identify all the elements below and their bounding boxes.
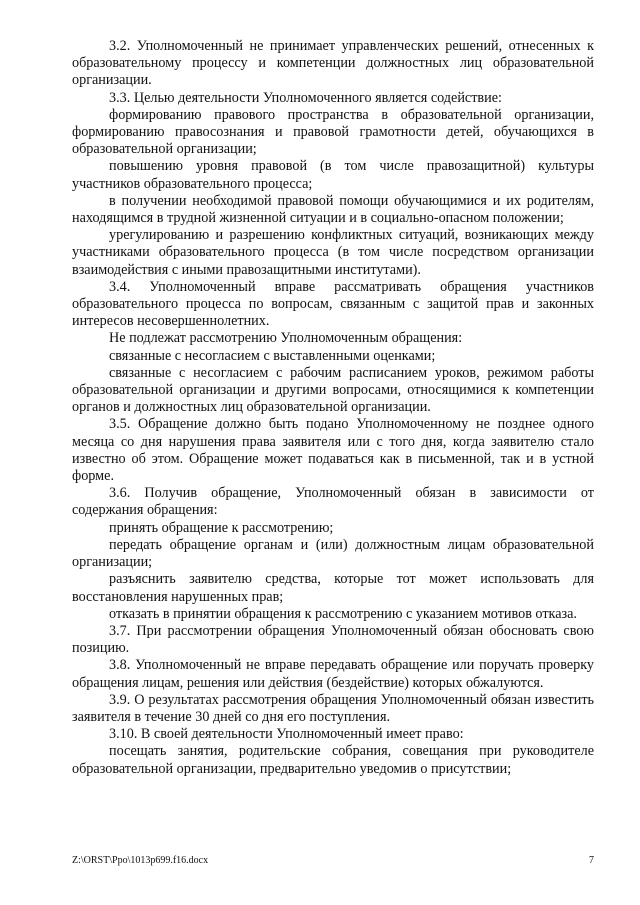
paragraph-3-10: 3.10. В своей деятельности Уполномоченный имеет право: bbox=[109, 726, 464, 743]
paragraph-3-6: 3.6. Получив обращение, Уполномоченный обязан в зависимости от содержания обращения: bbox=[72, 485, 594, 519]
list-item: связанные с несогласием с выставленными оценками; bbox=[109, 347, 436, 364]
list-item: урегулированию и разрешению конфликтных ситуаций, возникающих между участниками образовательного процесса (в том числе посредством организации взаимодействия с иными правозащитными институтами). bbox=[72, 227, 594, 278]
list-item: посещать занятия, родительские собрания, совещания при руководителе образовательной организации, предварительно уведомив о присутствии; bbox=[72, 743, 594, 777]
paragraph-3-8: 3.8. Уполномоченный не вправе передавать обращение или поручать проверку обращения лицам, решения или действия (бездействие) которых обжалуются. bbox=[72, 657, 594, 691]
paragraph-not-considered: Не подлежат рассмотрению Уполномоченным обращения: bbox=[109, 330, 463, 347]
footer-file-path: Z:\ORST\Ppo\1013p699.f16.docx bbox=[72, 855, 209, 866]
document-page bbox=[72, 38, 594, 778]
paragraph-3-7: 3.7. При рассмотрении обращения Уполномоченный обязан обосновать свою позицию. bbox=[72, 622, 594, 657]
paragraph-3-5: 3.5. Обращение должно быть подано Уполномоченному не позднее одного месяца со дня нарушения права заявителя или с того дня, когда заявителю стало известно об этом. Обращение может подаваться как в письменной, так и в устной форме. bbox=[72, 416, 594, 485]
page-number: 7 bbox=[589, 855, 594, 866]
list-item: отказать в принятии обращения к рассмотрению с указанием мотивов отказа. bbox=[109, 605, 577, 622]
paragraph-3-2: 3.2. Уполномоченный не принимает управленческих решений, отнесенных к образовательному процессу и компетенции должностных лиц образовательной организации. bbox=[72, 38, 594, 89]
list-item: связанные с несогласием с рабочим расписанием уроков, режимом работы образовательной организации и другими вопросами, относящимися к компетенции органов и должностных лиц образовательной организации. bbox=[72, 364, 594, 416]
list-item: принять обращение к рассмотрению; bbox=[109, 519, 334, 536]
paragraph-3-9: 3.9. О результатах рассмотрения обращения Уполномоченный обязан известить заявителя в течение 30 дней со дня его поступления. bbox=[72, 691, 594, 725]
list-item: в получении необходимой правовой помощи обучающимися и их родителям, находящимся в трудной жизненной ситуации и в социально-опасном положении; bbox=[72, 192, 594, 227]
list-item: передать обращение органам и (или) должностным лицам образовательной организации; bbox=[72, 536, 594, 571]
paragraph-3-4: 3.4. Уполномоченный вправе рассматривать обращения участников образовательного процесса по вопросам, связанным с защитой прав и законных интересов несовершеннолетних. bbox=[72, 278, 594, 330]
list-item: разъяснить заявителю средства, которые тот может использовать для восстановления нарушенных прав; bbox=[72, 571, 594, 605]
list-item: повышению уровня правовой (в том числе правозащитной) культуры участников образовательного процесса; bbox=[72, 158, 594, 192]
paragraph-3-3: 3.3. Целью деятельности Уполномоченного является содействие: bbox=[109, 89, 502, 106]
list-item: формированию правового пространства в образовательной организации, формированию правосознания и правовой грамотности детей, обучающихся в образовательной организации; bbox=[72, 106, 594, 158]
